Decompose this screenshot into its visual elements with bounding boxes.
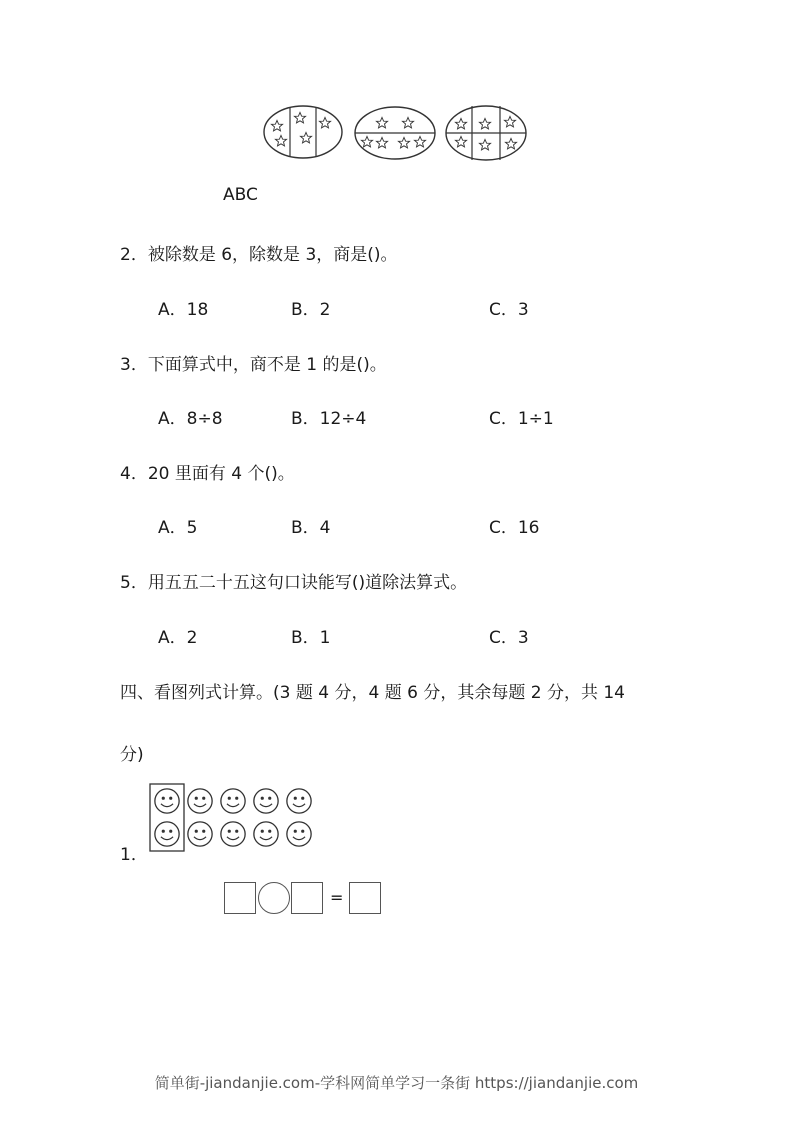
question-3-option-b[interactable]: B．12÷4: [291, 409, 367, 429]
star-icon: [414, 136, 425, 147]
question-4-option-a[interactable]: A．5: [158, 518, 198, 538]
star-icon: [504, 116, 515, 127]
question-5-option-c[interactable]: C．3: [489, 628, 529, 648]
smiley-face-icon: [254, 789, 278, 813]
equals-sign: =: [330, 888, 344, 907]
smiley-face-icon: [155, 822, 179, 846]
star-icon: [300, 132, 311, 143]
section-heading: 四、看图列式计算。(3 题 4 分，4 题 6 分，其余每题 2 分，共 14: [120, 683, 625, 703]
problem-1-number: 1．: [120, 845, 148, 865]
question-3: 3．下面算式中，商不是 1 的是()。: [120, 355, 387, 375]
smiley-face-icon: [221, 822, 245, 846]
oval-group-3: [446, 106, 526, 160]
question-5-option-b[interactable]: B．1: [291, 628, 331, 648]
star-icon: [361, 136, 372, 147]
star-icon: [479, 118, 490, 128]
star-icon: [294, 112, 305, 123]
oval-group-2: [355, 107, 435, 159]
star-icon: [479, 139, 490, 150]
answer-box-dividend[interactable]: [224, 882, 256, 914]
question-2-option-a[interactable]: A．18: [158, 300, 209, 320]
star-icon: [455, 118, 466, 128]
question-3-option-a[interactable]: A．8÷8: [158, 409, 223, 429]
answer-box-result[interactable]: [349, 882, 381, 914]
question-5: 5．用五五二十五这句口诀能写()道除法算式。: [120, 573, 468, 593]
question-5-option-a[interactable]: A．2: [158, 628, 198, 648]
question-4-option-c[interactable]: C．16: [489, 518, 540, 538]
smiley-face-icon: [287, 822, 311, 846]
oval-group-1: [264, 106, 342, 158]
star-icon: [319, 117, 330, 128]
section-heading-continued: 分): [120, 745, 144, 765]
star-groups-figure: [258, 100, 533, 166]
smiley-face-icon: [254, 822, 278, 846]
footer-watermark: 简单街-jiandanjie.com-学科网简单学习一条街 https://jiandanjie.com: [154, 1074, 639, 1092]
answer-box-divisor[interactable]: [291, 882, 323, 914]
boxed-group-frame: [150, 784, 184, 851]
smiley-face-icon: [221, 789, 245, 813]
smiley-face-icon: [188, 789, 212, 813]
question-3-option-c[interactable]: C．1÷1: [489, 409, 554, 429]
star-icon: [275, 135, 286, 146]
question-4: 4．20 里面有 4 个()。: [120, 464, 295, 484]
question-4-option-b[interactable]: B．4: [291, 518, 331, 538]
question-2-option-c[interactable]: C．3: [489, 300, 529, 320]
smiley-face-icon: [188, 822, 212, 846]
question-2: 2．被除数是 6，除数是 3，商是()。: [120, 245, 398, 265]
smiley-face-icon: [155, 789, 179, 813]
figure-option-labels: ABC: [223, 185, 258, 205]
question-2-option-b[interactable]: B．2: [291, 300, 331, 320]
star-icon: [376, 117, 387, 128]
answer-circle-operator[interactable]: [258, 882, 290, 914]
star-icon: [455, 136, 466, 147]
star-icon: [376, 137, 387, 148]
star-icon: [402, 117, 413, 128]
star-icon: [505, 138, 516, 149]
star-icon: [398, 137, 409, 148]
smiley-faces-figure: [148, 782, 318, 854]
smiley-face-icon: [287, 789, 311, 813]
star-icon: [271, 120, 282, 130]
